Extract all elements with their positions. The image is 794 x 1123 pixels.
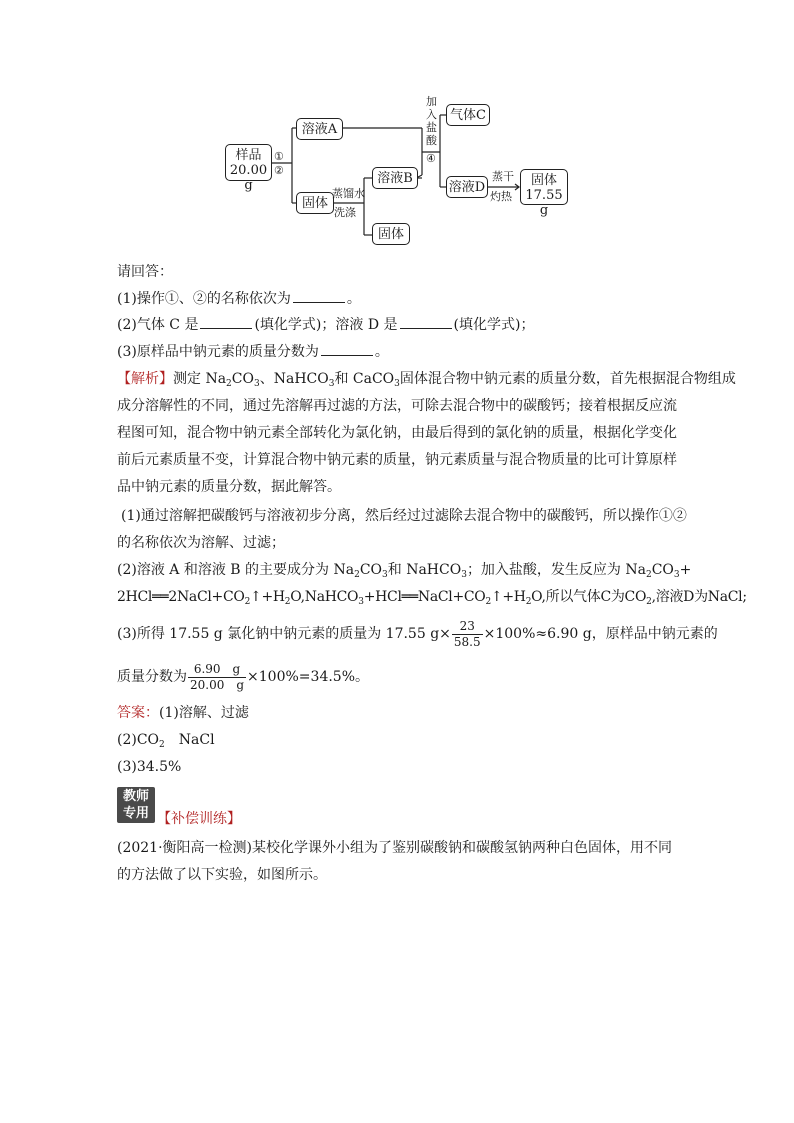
analysis-line-4: 前后元素质量不变，计算混合物中钠元素的质量，钠元素质量与混合物质量的比可计算原样	[117, 452, 677, 468]
analysis-part1-a: (1)通过溶解把碳酸钙与溶液初步分离，然后经过过滤除去混合物中的碳酸钙，所以操作①②	[121, 508, 687, 524]
final-solid-box	[520, 169, 568, 218]
solid2-box	[372, 223, 410, 245]
solution-a-box	[296, 118, 343, 140]
water-label: 蒸馏水	[332, 187, 365, 200]
solution-b-label: 溶液B	[377, 171, 413, 186]
evaporate-label: 蒸干	[492, 170, 514, 183]
answer-blank	[293, 290, 345, 303]
solid-label: 固体	[301, 196, 328, 211]
answer-line-3: (3)34.5%	[117, 759, 182, 775]
question-1: (1)操作①、②的名称依次为 。	[117, 291, 361, 307]
analysis-line-3: 程图可知，混合物中钠元素全部转化为氯化钠，由最后得到的氯化钠的质量，根据化学变化	[117, 425, 677, 441]
final-solid-mass: 17.55 g	[525, 188, 563, 218]
sample-label: 样品	[235, 148, 262, 163]
analysis-line-5: 品中钠元素的质量分数，据此解答。	[117, 479, 341, 495]
analysis-part2-a: (2)溶液 A 和溶液 B 的主要成分为 $Na_2CO_3$和 NaHCO$_3$；加入盐酸，发生反应为 $Na_2CO_3+$	[117, 562, 692, 580]
analysis-part3: (3)所得 17.55 g 氯化钠中钠元素的质量为 17.55 g× $\frac{23}{58.5}$ ×100%≈6.90 g，原样品中钠元素的	[117, 618, 718, 649]
gas-c-label: 气体C	[450, 108, 486, 123]
solid2-label: 固体	[377, 227, 404, 242]
op4-label: ④	[426, 152, 436, 165]
analysis-part2-b: $2HCl══2NaCl+CO_2↑+H_2O,NaHCO_3+HCl══NaCl+CO_2↑+H_2O$,所以气体C为$CO_2$,溶液D为NaCl;	[117, 589, 747, 607]
op2-label: ②	[274, 164, 284, 177]
exercise-line-1: (2021·衡阳高一检测)某校化学课外小组为了鉴别碳酸钠和碳酸氢钠两种白色固体，用不同	[117, 840, 673, 856]
op1-label: ①	[274, 150, 284, 163]
answer-tag: 答案：	[117, 705, 159, 721]
answer-line-2: $(2)CO_2$ NaCl	[117, 732, 215, 750]
sample-mass: 20.00 g	[229, 163, 268, 193]
training-tag: 【补偿训练】	[157, 811, 241, 827]
acid-label: 加 入 盐 酸	[426, 95, 437, 147]
answer-line-1: 答案：(1)溶解、过滤	[117, 705, 249, 721]
solid-box	[296, 192, 334, 214]
question-2: (2)气体 C 是 (填化学式)；溶液 D 是 (填化学式)；	[117, 317, 535, 333]
prompt: 请回答：	[117, 264, 173, 280]
flowchart	[222, 95, 582, 250]
solution-a-label: 溶液A	[301, 122, 338, 137]
solution-b-box	[372, 167, 418, 189]
answer-blank	[321, 343, 373, 356]
analysis-line-2: 成分溶解性的不同，通过先溶解再过滤的方法，可除去混合物中的碳酸钙；接着根据反应流	[117, 398, 677, 414]
final-solid-label: 固体	[530, 173, 557, 188]
analysis-line-1: 【解析】测定 $Na_2CO_3$、NaHCO$_3$和 CaCO$_3$固体混合物中钠元素的质量分数，首先根据混合物组成	[117, 371, 736, 389]
solution-d-box	[446, 176, 488, 198]
gas-c-box	[446, 104, 490, 126]
answer-blank	[200, 316, 252, 329]
analysis-tag: 【解析】	[117, 371, 173, 387]
sample-box	[225, 144, 272, 193]
analysis-part1-b: 的名称依次为溶解、过滤；	[117, 535, 285, 551]
exercise-line-2: 的方法做了以下实验，如图所示。	[117, 867, 327, 883]
answer-blank	[400, 316, 452, 329]
fraction: $\frac{23}{58.5}$	[453, 618, 481, 649]
analysis-part4: 质量分数为 $\frac{6.90 g}{20.00 g}$ ×100%=34.5%。	[117, 661, 370, 692]
wash-label: 洗涤	[334, 206, 356, 219]
question-3: (3)原样品中钠元素的质量分数为 。	[117, 344, 389, 360]
heat-label: 灼热	[490, 190, 512, 203]
fraction: $\frac{6.90 g}{20.00 g}$	[190, 661, 245, 692]
solution-d-label: 溶液D	[448, 180, 486, 195]
teacher-badge: 教师 专用	[117, 787, 155, 823]
